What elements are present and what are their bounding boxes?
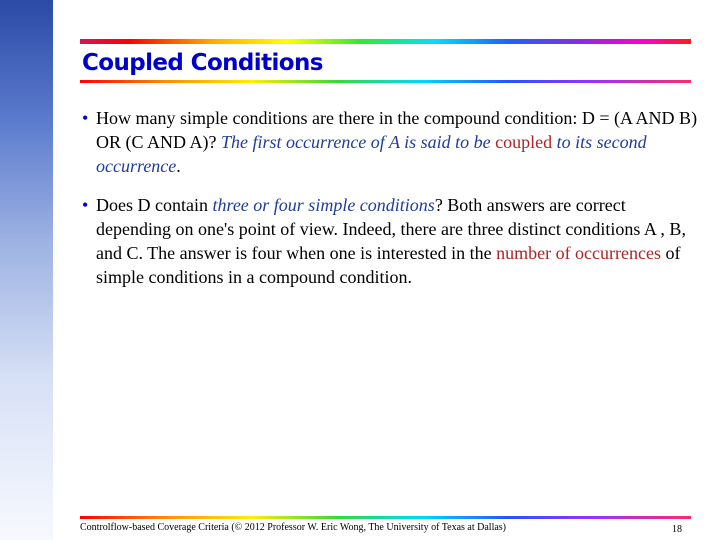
bullet-dot-icon: • bbox=[82, 108, 89, 128]
bullet-1-coupled: coupled bbox=[495, 132, 553, 152]
footer-caption: Controlflow-based Coverage Criteria (© 2012 Professor W. Eric Wong, The University of Texas at Dallas) bbox=[80, 522, 507, 533]
bullet-1-italic-b: to its second occurrence bbox=[96, 132, 647, 176]
title-rainbow-rule bbox=[80, 80, 691, 83]
slide-body bbox=[78, 106, 698, 304]
bullet-2-text-a: Does D contain bbox=[96, 195, 213, 215]
bullet-dot-icon: • bbox=[82, 195, 89, 215]
left-sidebar-gradient bbox=[0, 0, 53, 540]
page-number: 18 bbox=[672, 524, 682, 535]
bullet-1-italic-a: The first occurrence of A is said to be bbox=[221, 132, 496, 152]
bullet-1-text: How many simple conditions are there in the compound condition: D = (A AND B) OR (C AND A)? bbox=[96, 108, 698, 152]
bullet-item-2 bbox=[78, 193, 698, 289]
bullet-item-1 bbox=[78, 106, 698, 178]
bullet-2-text-c: of simple conditions in a compound condition. bbox=[96, 243, 681, 287]
bullet-2-text-b: ? Both answers are correct depending on one's point of view. Indeed, there are three distinct conditions A , B, and C. The answer is four when one is interested in the bbox=[96, 195, 686, 263]
footer-rainbow-rule bbox=[80, 516, 691, 519]
top-rainbow-rule bbox=[80, 39, 691, 44]
bullet-2-number-of-occurrences: number of occurrences bbox=[496, 243, 661, 263]
bullet-2-italic: three or four simple conditions bbox=[212, 195, 435, 215]
bullet-1-period: . bbox=[176, 156, 181, 176]
slide-title: Coupled Conditions bbox=[82, 50, 323, 76]
